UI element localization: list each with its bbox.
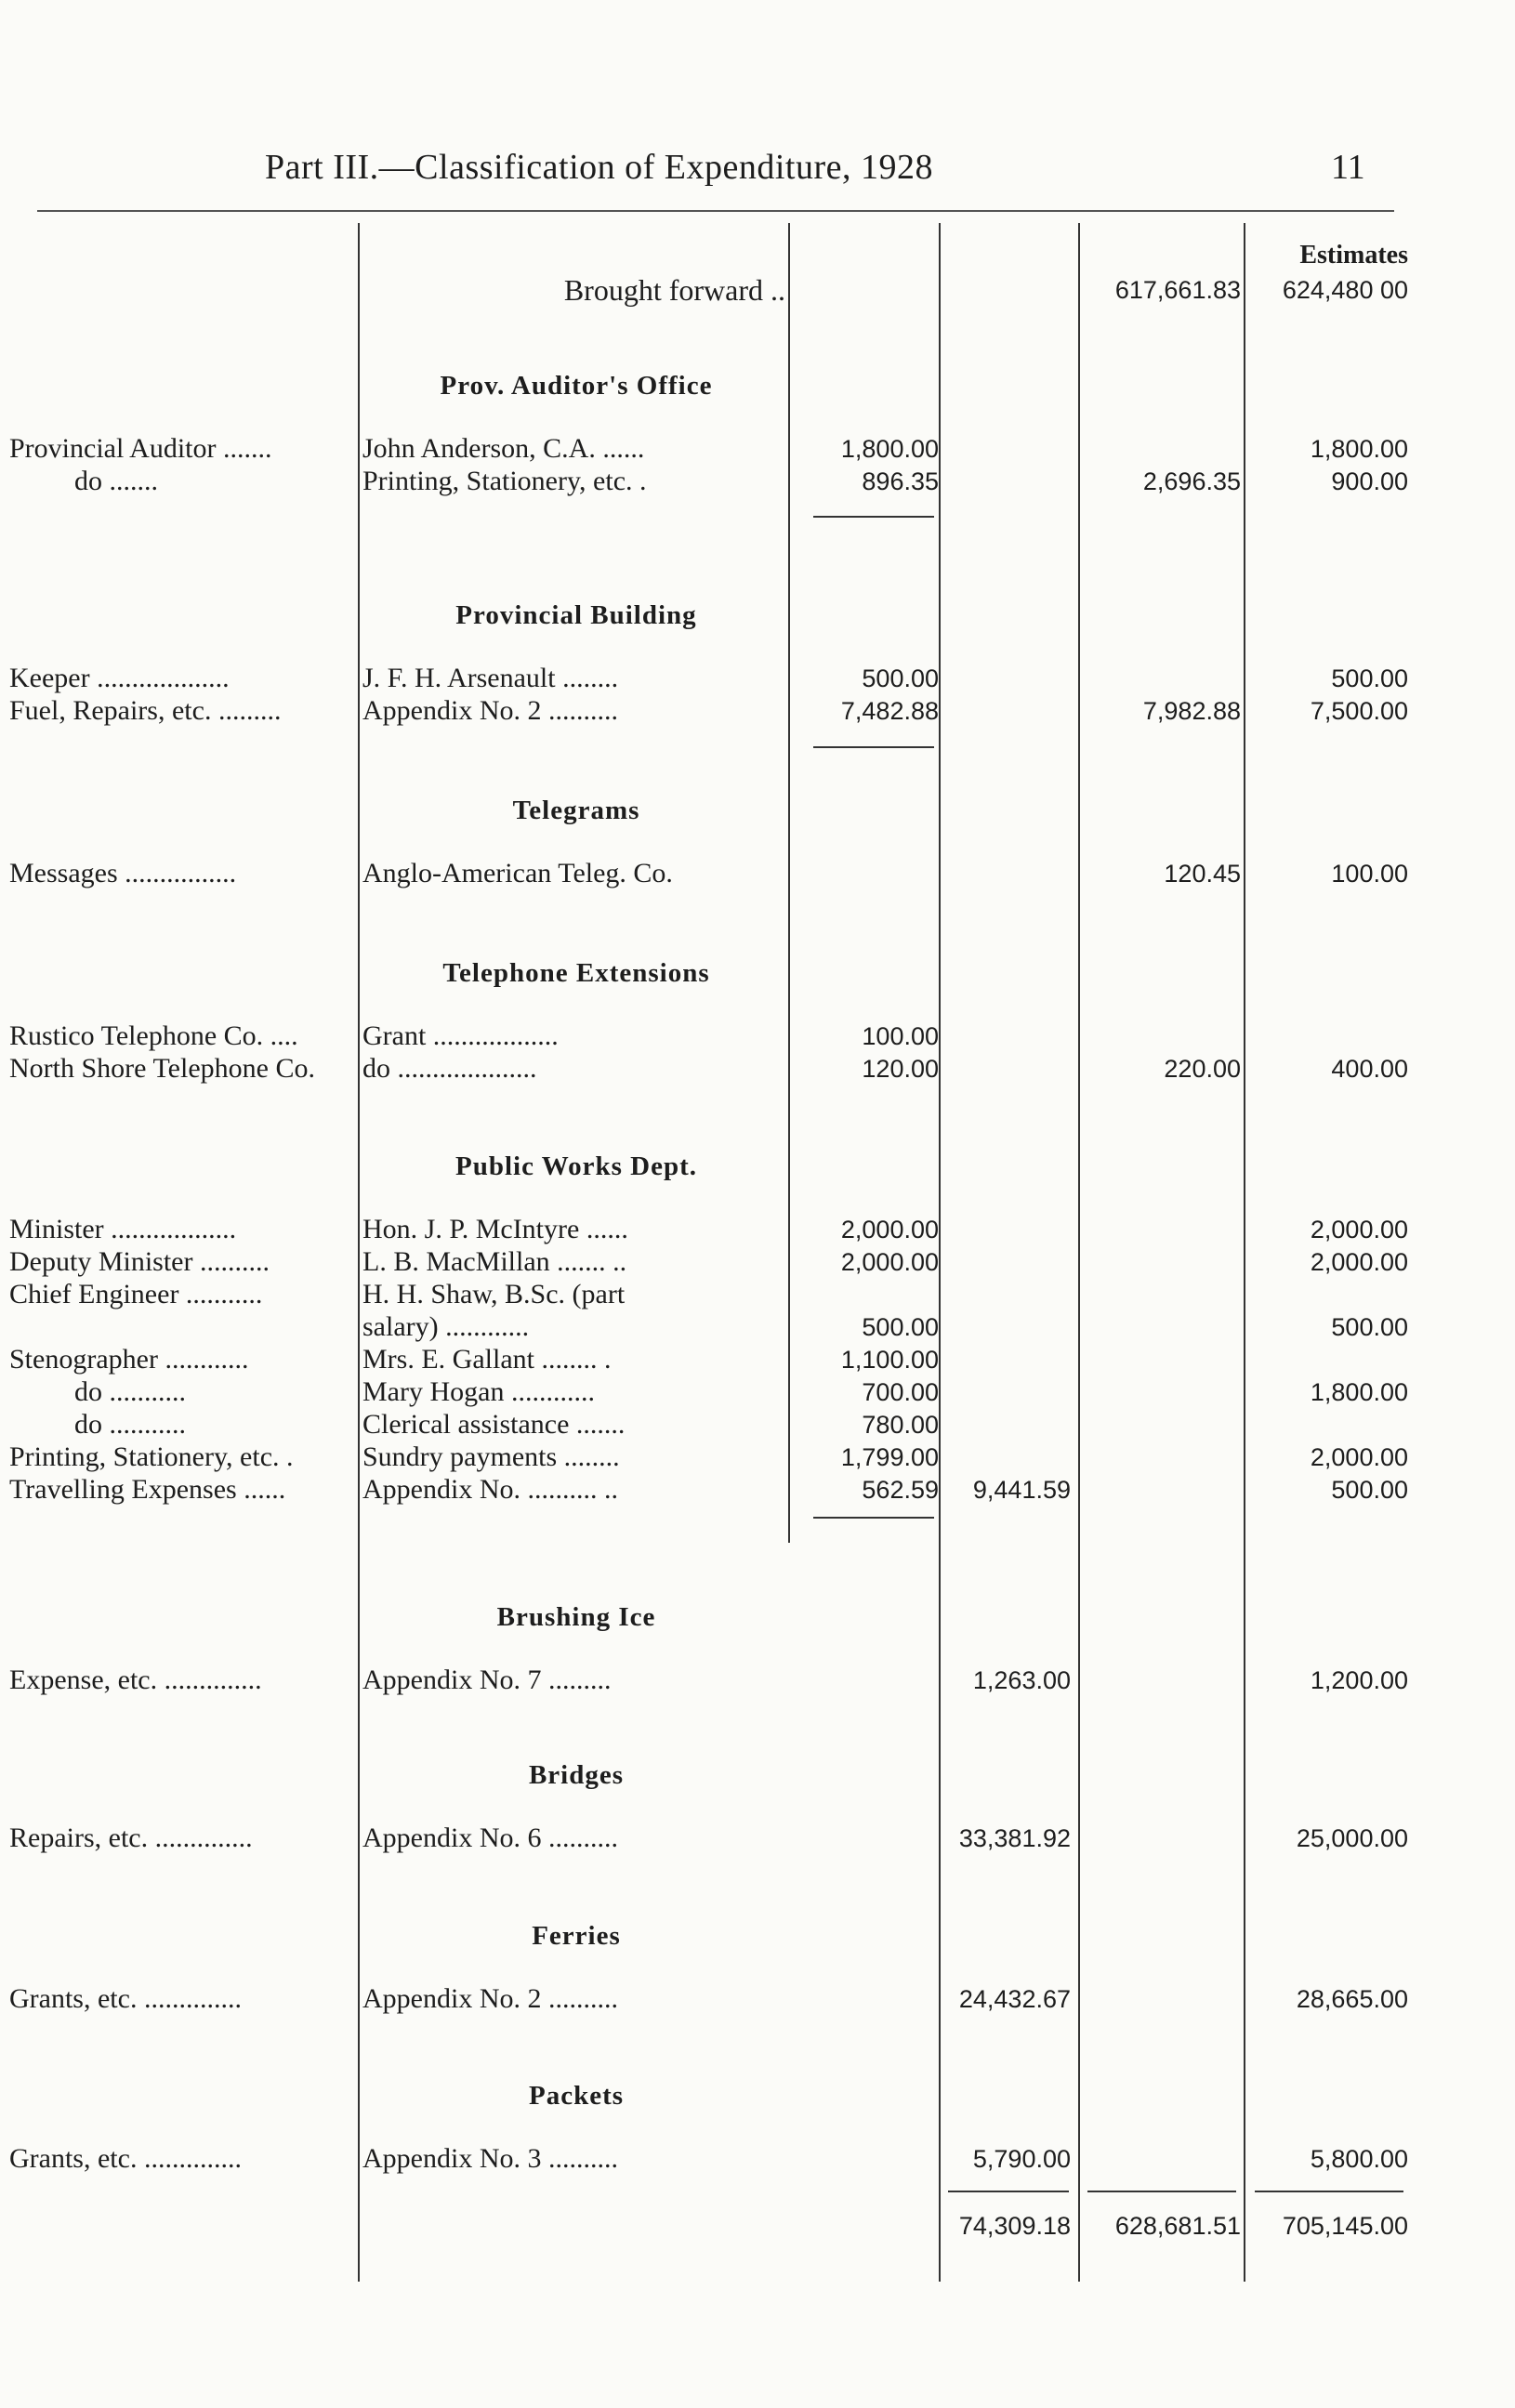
row-estimate: 25,000.00 [1296, 1824, 1408, 1852]
row-amount: 1,799.00 [840, 1443, 939, 1471]
row-estimate: 2,000.00 [1310, 1443, 1408, 1471]
total-col3: 628,681.51 [1114, 2212, 1241, 2240]
brought-forward-col4: 624,480 00 [1282, 276, 1408, 304]
row-estimate: 500.00 [1331, 1313, 1408, 1341]
row-estimate: 1,200.00 [1310, 1666, 1408, 1694]
estimates-heading: Estimates [1299, 241, 1408, 270]
row-payee: Hon. J. P. McIntyre ...... [362, 1214, 628, 1244]
page-title: Part III.—Classification of Expenditure, 1928 [265, 148, 934, 187]
row-subtotal: 1,263.00 [972, 1666, 1071, 1694]
row-payee: John Anderson, C.A. ...... [362, 433, 645, 464]
subtotal-rule [813, 1517, 934, 1519]
row-payee: Anglo-American Teleg. Co. [362, 858, 673, 888]
row-amount: 120.00 [862, 1055, 939, 1083]
row-amount: 2,000.00 [840, 1216, 939, 1243]
row-payee: L. B. MacMillan ....... .. [362, 1246, 627, 1277]
row-estimate: 28,665.00 [1296, 1985, 1408, 2013]
row-estimate: 500.00 [1331, 1476, 1408, 1504]
row-estimate: 5,800.00 [1310, 2145, 1408, 2173]
row-payee: Clerical assistance ....... [362, 1409, 626, 1440]
row-payee: Mary Hogan ............ [362, 1376, 595, 1407]
row-subtotal: 5,790.00 [972, 2145, 1071, 2173]
section-title: Telegrams [512, 796, 640, 825]
subtotal-rule [813, 516, 934, 518]
row-estimate: 1,800.00 [1310, 435, 1408, 463]
row-amount: 562.59 [862, 1476, 939, 1504]
row-amount: 100.00 [862, 1022, 939, 1050]
row-label: Rustico Telephone Co. .... [9, 1020, 298, 1051]
section-title: Provincial Building [455, 600, 697, 630]
row-amount: 780.00 [862, 1411, 939, 1439]
row-payee: Appendix No. 6 .......... [362, 1822, 618, 1853]
row-label: North Shore Telephone Co. [9, 1053, 315, 1084]
row-payee: Appendix No. 3 .......... [362, 2143, 618, 2174]
row-total: 2,696.35 [1142, 467, 1241, 495]
row-amount: 896.35 [862, 467, 939, 495]
row-estimate: 400.00 [1331, 1055, 1408, 1083]
row-amount: 500.00 [862, 665, 939, 692]
section-title: Ferries [532, 1921, 621, 1951]
row-label: Provincial Auditor ....... [9, 433, 272, 464]
row-total: 7,982.88 [1142, 697, 1241, 725]
row-estimate: 7,500.00 [1310, 697, 1408, 725]
row-label: Minister .................. [9, 1214, 237, 1244]
row-payee: salary) ............ [362, 1311, 530, 1342]
row-subtotal: 33,381.92 [958, 1824, 1071, 1852]
section-title: Packets [528, 2081, 625, 2111]
row-payee: Sundry payments ........ [362, 1441, 620, 1472]
section-title: Bridges [528, 1760, 625, 1790]
row-estimate: 1,800.00 [1310, 1378, 1408, 1406]
row-label: do ........... [74, 1409, 186, 1440]
row-payee: Appendix No. 2 .......... [362, 695, 618, 726]
row-payee: Appendix No. 7 ......... [362, 1665, 612, 1695]
row-total: 220.00 [1164, 1055, 1241, 1083]
row-label: Messages ................ [9, 858, 237, 888]
row-label: do ........... [74, 1376, 186, 1407]
row-label: Travelling Expenses ...... [9, 1474, 286, 1505]
section-title: Telephone Extensions [442, 958, 710, 988]
total-col4: 705,145.00 [1282, 2212, 1408, 2240]
row-amount: 2,000.00 [840, 1248, 939, 1276]
total-col2: 74,309.18 [958, 2212, 1071, 2240]
row-subtotal: 9,441.59 [972, 1476, 1071, 1504]
row-subtotal: 24,432.67 [958, 1985, 1071, 2013]
row-label: Grants, etc. .............. [9, 1983, 242, 2014]
brought-forward-col3: 617,661.83 [1114, 276, 1241, 304]
subtotal-rule [813, 746, 934, 748]
row-amount: 1,100.00 [840, 1346, 939, 1374]
column-rule-c3 [1078, 223, 1080, 2282]
row-estimate: 2,000.00 [1310, 1216, 1408, 1243]
row-amount: 700.00 [862, 1378, 939, 1406]
row-estimate: 900.00 [1331, 467, 1408, 495]
row-label: Repairs, etc. .............. [9, 1822, 253, 1853]
row-label: Printing, Stationery, etc. . [9, 1441, 294, 1472]
row-estimate: 100.00 [1331, 860, 1408, 888]
row-total: 120.45 [1164, 860, 1241, 888]
row-label: Chief Engineer ........... [9, 1279, 263, 1309]
total-rule [948, 2191, 1069, 2192]
row-amount: 7,482.88 [840, 697, 939, 725]
row-estimate: 2,000.00 [1310, 1248, 1408, 1276]
section-title: Brushing Ice [496, 1602, 656, 1632]
row-payee: Mrs. E. Gallant ........ . [362, 1344, 612, 1375]
row-payee: H. H. Shaw, B.Sc. (part [362, 1279, 626, 1309]
row-payee: J. F. H. Arsenault ........ [362, 663, 619, 693]
row-label: Keeper ................... [9, 663, 230, 693]
row-payee: Printing, Stationery, etc. . [362, 466, 647, 496]
row-estimate: 500.00 [1331, 665, 1408, 692]
row-label: Grants, etc. .............. [9, 2143, 242, 2174]
row-amount: 1,800.00 [840, 435, 939, 463]
row-label: Expense, etc. .............. [9, 1665, 262, 1695]
row-label: Stenographer ............ [9, 1344, 249, 1375]
total-rule [1255, 2191, 1403, 2192]
row-amount: 500.00 [862, 1313, 939, 1341]
page-number: 11 [1331, 148, 1365, 187]
row-label: Deputy Minister .......... [9, 1246, 270, 1277]
row-payee: Appendix No. .......... .. [362, 1474, 618, 1505]
row-label: do ....... [74, 466, 158, 496]
row-payee: Grant .................. [362, 1020, 559, 1051]
header-rule [37, 210, 1394, 212]
column-rule-c2 [939, 223, 941, 2282]
section-title: Public Works Dept. [455, 1151, 697, 1181]
total-rule [1087, 2191, 1236, 2192]
row-payee: do .................... [362, 1053, 537, 1084]
section-title: Prov. Auditor's Office [440, 371, 713, 401]
row-payee: Appendix No. 2 .......... [362, 1983, 618, 2014]
brought-forward-label: Brought forward .. [563, 273, 785, 307]
row-label: Fuel, Repairs, etc. ......... [9, 695, 282, 726]
